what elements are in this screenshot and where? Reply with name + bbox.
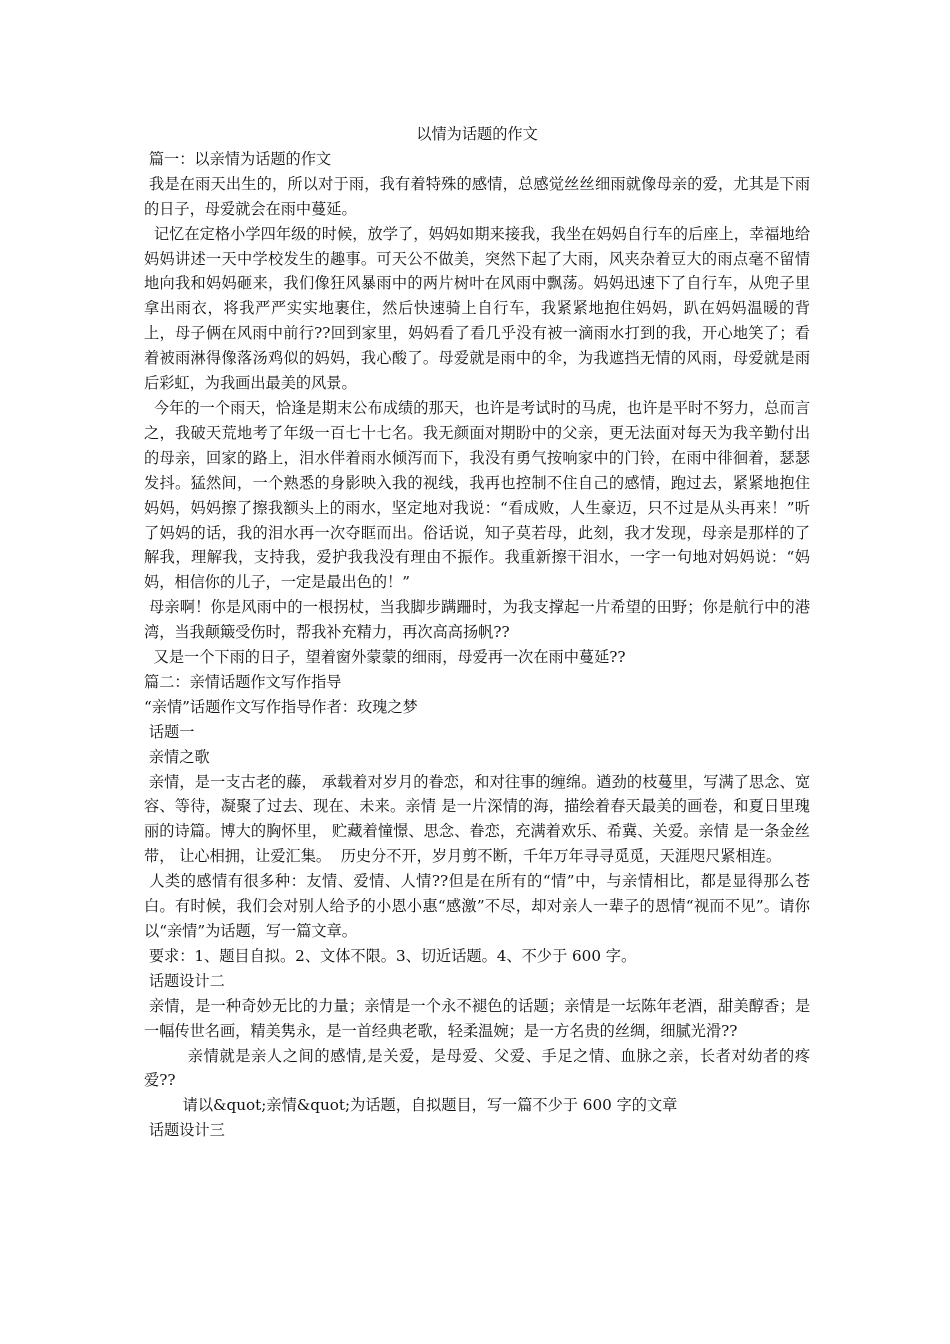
subtitle-line: “亲情”话题作文写作指导作者：玫瑰之梦 [144, 697, 418, 716]
document-page [144, 122, 810, 1143]
body-paragraph: 亲情，是一种奇妙无比的力量；亲情是一个永不褪色的话题；亲情是一坛陈年老酒，甜美醇香；是一幅传世名画，精美隽永，是一首经典老歌，轻柔温婉；是一方名贵的丝绸，细腻光滑?? [144, 996, 811, 1040]
body-paragraph: 又是一个下雨的日子，望着窗外蒙蒙的细雨，母爱再一次在雨中蔓延?? [144, 648, 626, 667]
section-heading: 篇一：以亲情为话题的作文 [144, 149, 332, 168]
body-paragraph: 请以&quot;亲情&quot;为话题，自拟题目，写一篇不少于 600 字的文章 [144, 1096, 678, 1115]
section-heading: 篇二：亲情话题作文写作指导 [144, 672, 342, 691]
topic-heading: 话题一 [144, 722, 195, 741]
body-paragraph: 今年的一个雨天，恰逢是期末公布成绩的那天，也许是考试时的马虎，也许是平时不努力，总而言之，我破天荒地考了年级一百七十七名。我无颜面对期盼中的父亲，更无法面对每天为我辛勤付出的母亲，回家的路上，泪水伴着雨水倾泻而下，我没有勇气按响家中的门铃，在雨中徘徊着，瑟瑟发抖。猛然间，一个熟悉的身影映入我的视线，我再也控制不住自己的感情，跑过去，紧紧地抱住妈妈，妈妈擦了擦我额头上的雨水，坚定地对我说：“看成败，人生豪迈，只不过是从头再来！”听了妈妈的话，我的泪水再一次夺眶而出。俗话说，知子莫若母，此刻，我才发现，母亲是那样的了解我，理解我，支持我，爱护我我没有理由不振作。我重新擦干泪水，一字一句地对妈妈说：“妈妈，相信你的儿子，一定是最出色的！” [144, 398, 811, 592]
topic-heading: 话题设计三 [144, 1121, 225, 1140]
requirements-line: 要求：1、题目自拟。2、文体不限。3、切近话题。4、不少于 600 字。 [144, 946, 637, 965]
body-paragraph: 记忆在定格小学四年级的时候，放学了，妈妈如期来接我，我坐在妈妈自行车的后座上，幸福地给妈妈讲述一天中学校发生的趣事。可天公不做美，突然下起了大雨，风夹杂着豆大的雨点毫不留情地向我和妈妈砸来，我们像狂风暴雨中的两片树叶在风雨中飘荡。妈妈迅速下了自行车，从兜子里拿出雨衣，将我严严实实地裹住，然后快速骑上自行车，我紧紧地抱住妈妈，趴在妈妈温暖的背上，母子俩在风雨中前行??回到家里，妈妈看了看几乎没有被一滴雨水打到的我，开心地笑了；看着被雨淋得像落汤鸡似的妈妈，我心酸了。母爱就是雨中的伞，为我遮挡无情的风雨，母爱就是雨后彩虹，为我画出最美的风景。 [144, 224, 811, 393]
topic-heading: 话题设计二 [144, 971, 225, 990]
body-paragraph: 母亲啊！你是风雨中的一根拐杖，当我脚步蹒跚时，为我支撑起一片希望的田野；你是航行中的港湾，当我颠簸受伤时，帮我补充精力，再次高高扬帆?? [144, 598, 811, 642]
document-title: 以情为话题的作文 [416, 125, 538, 143]
body-paragraph: 亲情，是一支古老的藤， 承载着对岁月的眷恋，和对往事的缠绵。遒劲的枝蔓里，写满了思念、宽容、等待，凝聚了过去、现在、未来。亲情 是一片深情的海，描绘着春天最美的画卷，和夏日里瑰丽的诗篇。博大的胸怀里， 贮藏着憧憬、思念、眷恋，充满着欢乐、希冀、关爱。亲情 是一条金丝带， 让心相拥，让爱汇集。 历史分不开，岁月剪不断，千年万年寻寻觅觅，天涯咫尺紧相连。 [144, 772, 811, 866]
body-paragraph: 人类的感情有很多种：友情、爱情、人情??但是在所有的“情”中，与亲情相比，都是显得那么苍白。有时候，我们会对别人给予的小恩小惠“感激”不尽，却对亲人一辈子的恩情“视而不见”。请你以“亲情”为话题，写一篇文章。 [144, 872, 810, 940]
body-paragraph: 亲情就是亲人之间的感情,是关爱，是母爱、父爱、手足之情、血脉之亲，长者对幼者的疼爱?? [144, 1046, 811, 1090]
topic-heading: 亲情之歌 [144, 747, 210, 766]
body-paragraph: 我是在雨天出生的，所以对于雨，我有着特殊的感情，总感觉丝丝细雨就像母亲的爱，尤其是下雨的日子，母爱就会在雨中蔓延。 [144, 174, 811, 218]
